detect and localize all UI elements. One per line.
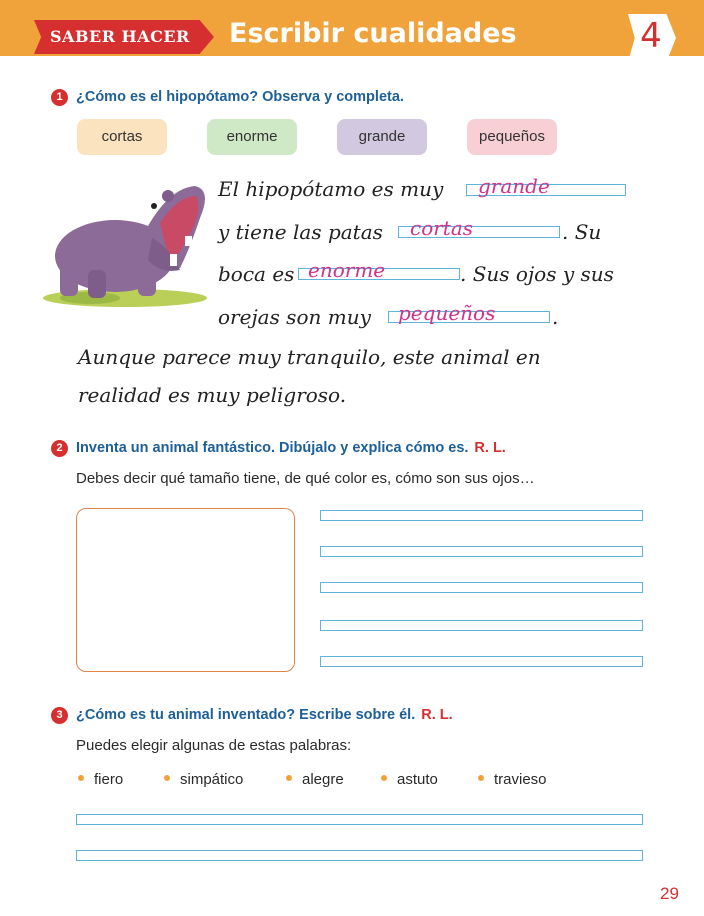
option-astuto: astuto [381,771,438,788]
word-chip-cortas: cortas [77,119,167,155]
text-line-6: realidad es muy peligroso. [78,383,347,407]
exercise-2-number: 2 [51,440,68,457]
text-line-3-end: . Sus ojos y sus [460,262,614,286]
drawing-box[interactable] [76,508,295,672]
exercise-3-instruction: Puedes elegir algunas de estas palabras: [76,737,352,754]
exercise-1-title: ¿Cómo es el hipopótamo? Observa y completa. [76,89,404,105]
bullet-icon [286,775,292,781]
exercise-3-title: ¿Cómo es tu animal inventado? Escribe sobre él. R. L. [76,707,453,723]
bullet-icon [164,775,170,781]
answer-pequenos: pequeños [398,301,496,325]
word-chip-pequenos: pequeños [467,119,557,155]
word-chip-enorme: enorme [207,119,297,155]
answer-grande: grande [478,174,550,198]
writing-line[interactable] [320,510,643,521]
exercise-2-instruction: Debes decir qué tamaño tiene, de qué color es, cómo son sus ojos… [76,470,535,487]
text-line-2-end: . Su [562,220,602,244]
word-chip-grande: grande [337,119,427,155]
unit-number: 4 [640,16,662,56]
section-tag-label: SABER HACER [50,27,190,46]
option-travieso: travieso [478,771,547,788]
text-line-4-end: . [552,305,559,329]
exercise-3-rl: R. L. [421,707,453,723]
text-line-3: boca es [218,262,295,286]
writing-line[interactable] [76,850,643,861]
option-fiero: fiero [78,771,123,788]
option-simpatico: simpático [164,771,243,788]
bullet-icon [381,775,387,781]
writing-line[interactable] [320,546,643,557]
exercise-3-number: 3 [51,707,68,724]
text-line-5: Aunque parece muy tranquilo, este animal en [78,345,541,369]
bullet-icon [478,775,484,781]
writing-line[interactable] [76,814,643,825]
writing-line[interactable] [320,620,643,631]
page-title: Escribir cualidades [229,18,517,49]
text-line-2: y tiene las patas [218,220,383,244]
writing-line[interactable] [320,582,643,593]
text-line-1: El hipopótamo es muy [218,177,444,201]
answer-enorme: enorme [308,258,386,282]
exercise-2-title: Inventa un animal fantástico. Dibújalo y explica cómo es. R. L. [76,440,506,456]
exercise-2-rl: R. L. [474,440,506,456]
bullet-icon [78,775,84,781]
page-number: 29 [660,884,679,903]
answer-cortas: cortas [410,216,474,240]
option-alegre: alegre [286,771,344,788]
text-line-4: orejas son muy [218,305,371,329]
exercise-1-number: 1 [51,89,68,106]
hippo-illustration-icon [30,178,215,310]
writing-line[interactable] [320,656,643,667]
